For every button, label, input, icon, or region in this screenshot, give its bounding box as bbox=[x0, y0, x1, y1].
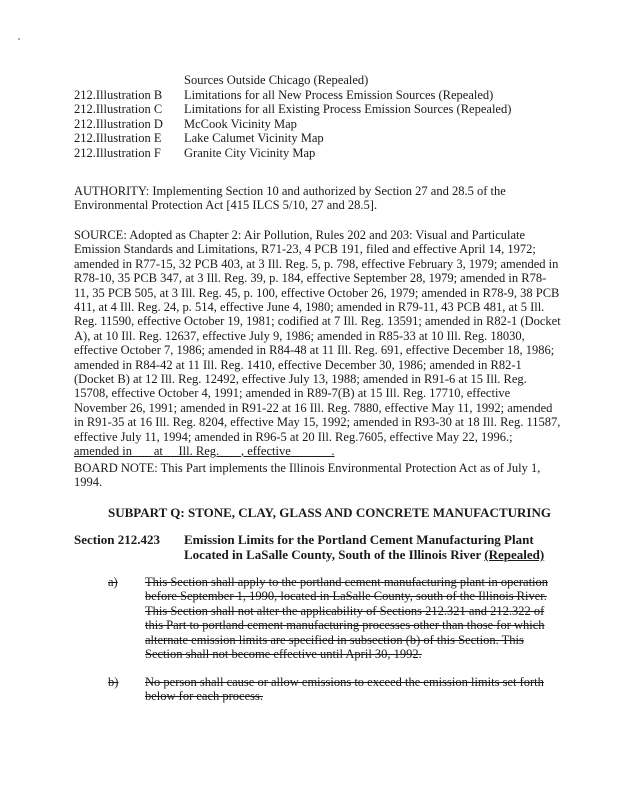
subpart-heading: SUBPART Q: STONE, CLAY, GLASS AND CONCRETE MANUFACTURING bbox=[108, 505, 551, 520]
authority-line: Environmental Protection Act [415 ILCS 5/10, 27 and 28.5]. bbox=[74, 198, 378, 213]
source-line: amended in R77-15, 32 PCB 403, at 3 Ill. Reg. 5, p. 798, effective February 3, 1979; amended in bbox=[74, 256, 559, 271]
source-line: 15708, effective October 4, 1991; amended in R89-7(B) at 15 Ill. Reg. 17710, effective bbox=[74, 386, 511, 401]
toc-title: Granite City Vicinity Map bbox=[184, 145, 316, 160]
board-note-paragraph bbox=[74, 461, 552, 490]
source-line: effective July 11, 1994; amended in R96-5 at 20 Ill. Reg.7605, effective May 22, 1996.; bbox=[74, 429, 513, 444]
repealed-marker: (Repealed) bbox=[484, 547, 545, 562]
toc-row bbox=[74, 146, 594, 161]
section-title-line: Emission Limits for the Portland Cement Manufacturing Plant bbox=[184, 532, 534, 547]
source-line: 11, 35 PCB 505, at 3 Ill. Reg. 45, p. 100, effective October 26, 1979; amended in R78-9, 38 PCB bbox=[74, 285, 560, 300]
amendment-placeholder-line bbox=[74, 444, 552, 458]
source-line: (Docket B) at 12 Ill. Reg. 12492, effective July 13, 1988; amended in R91-6 at 15 Ill. Reg. bbox=[74, 372, 527, 387]
toc-number: 212.Illustration D bbox=[74, 116, 163, 131]
amended-prefix: amended in bbox=[74, 444, 132, 459]
struck-line: Section shall not become effective until April 30, 1992. bbox=[145, 647, 422, 662]
struck-line: before September 1, 1990, located in LaSalle County, south of the Illinois River. bbox=[145, 589, 547, 604]
section-number: Section 212.423 bbox=[74, 532, 160, 547]
subsection-body bbox=[145, 575, 548, 661]
amended-at: at bbox=[153, 444, 163, 459]
toc-row bbox=[74, 88, 594, 103]
toc-number: 212.Illustration F bbox=[74, 145, 161, 160]
toc-row bbox=[74, 117, 594, 132]
subsection-a bbox=[108, 575, 588, 661]
amended-effective: , effective bbox=[241, 444, 291, 459]
table-of-contents bbox=[74, 73, 594, 161]
source-line: amended in R84-42 at 11 Ill. Reg. 1410, effective December 30, 1986; amended in R82-1 bbox=[74, 357, 522, 372]
amended-reg: Ill. Reg. bbox=[178, 444, 220, 459]
subsection-label: b) bbox=[108, 675, 119, 689]
board-note-line: BOARD NOTE: This Part implements the Illinois Environmental Protection Act as of July 1, bbox=[74, 461, 541, 475]
source-line: A), at 10 Ill. Reg. 12637, effective July 9, 1986; amended in R85-33 at 10 Ill. Reg. 18030, bbox=[74, 328, 525, 343]
section-title bbox=[184, 532, 544, 562]
source-line: R78-10, 35 PCB 347, at 3 Ill. Reg. 39, p. 184, effective September 28, 1979; amended in R78- bbox=[74, 271, 547, 286]
source-paragraph bbox=[74, 228, 561, 459]
toc-title: McCook Vicinity Map bbox=[184, 116, 297, 131]
source-line: in R91-35 at 16 Ill. Reg. 8204, effective May 15, 1992; amended in R93-30 at 18 Ill. Reg. 11587, bbox=[74, 415, 561, 430]
toc-row bbox=[74, 102, 594, 117]
struck-line: below for each process. bbox=[145, 689, 264, 704]
toc-row bbox=[74, 131, 594, 146]
struck-line: No person shall cause or allow emissions to exceed the emission limits set forth bbox=[145, 675, 544, 689]
section-heading bbox=[74, 532, 554, 562]
scan-speck bbox=[18, 38, 20, 40]
subsection-label: a) bbox=[108, 575, 118, 589]
toc-row bbox=[74, 73, 594, 88]
toc-number: 212.Illustration E bbox=[74, 131, 162, 146]
section-title-line bbox=[184, 547, 544, 562]
toc-title: Sources Outside Chicago (Repealed) bbox=[184, 73, 369, 87]
struck-line: this Part to portland cement manufacturing processes other than those for which bbox=[145, 618, 545, 633]
toc-number: 212.Illustration B bbox=[74, 87, 163, 102]
authority-paragraph bbox=[74, 184, 552, 213]
subsection-body bbox=[145, 675, 544, 704]
struck-line: This Section shall not alter the applicability of Sections 212.321 and 212.322 of bbox=[145, 603, 545, 618]
toc-title: Limitations for all New Process Emission Sources (Repealed) bbox=[184, 87, 494, 102]
toc-number: 212.Illustration C bbox=[74, 102, 163, 117]
toc-title: Limitations for all Existing Process Emission Sources (Repealed) bbox=[184, 102, 512, 117]
subsection-b bbox=[108, 675, 588, 704]
toc-number bbox=[74, 73, 184, 88]
source-line: Reg. 11590, effective October 19, 1981; codified at 7 Ill. Reg. 13591; amended in R82-1 (Docket bbox=[74, 314, 561, 329]
source-line: SOURCE: Adopted as Chapter 2: Air Pollution, Rules 202 and 203: Visual and Particulate bbox=[74, 228, 526, 242]
source-line: November 26, 1991; amended in R91-22 at 16 Ill. Reg. 7880, effective May 11, 1992; amended bbox=[74, 400, 553, 415]
board-note-line: 1994. bbox=[74, 475, 103, 490]
struck-line: alternate emission limits are specified in subsection (b) of this Section. This bbox=[145, 632, 524, 647]
amended-end: . bbox=[331, 444, 335, 459]
source-line: 411, at 4 Ill. Reg. 24, p. 514, effective June 4, 1980; amended in R79-11, 43 PCB 481, at 5 Ill. bbox=[74, 300, 545, 315]
authority-line: AUTHORITY: Implementing Section 10 and authorized by Section 27 and 28.5 of the bbox=[74, 184, 506, 198]
section-title-text: Located in LaSalle County, South of the Illinois River bbox=[184, 547, 481, 562]
toc-title: Lake Calumet Vicinity Map bbox=[184, 131, 324, 146]
source-line: effective October 7, 1986; amended in R84-48 at 11 Ill. Reg. 691, effective December 18, 1986; bbox=[74, 343, 555, 358]
source-line: Emission Standards and Limitations, R71-23, 4 PCB 191, filed and effective April 14, 1972; bbox=[74, 242, 536, 257]
struck-line: This Section shall apply to the portland cement manufacturing plant in operation bbox=[145, 575, 549, 589]
